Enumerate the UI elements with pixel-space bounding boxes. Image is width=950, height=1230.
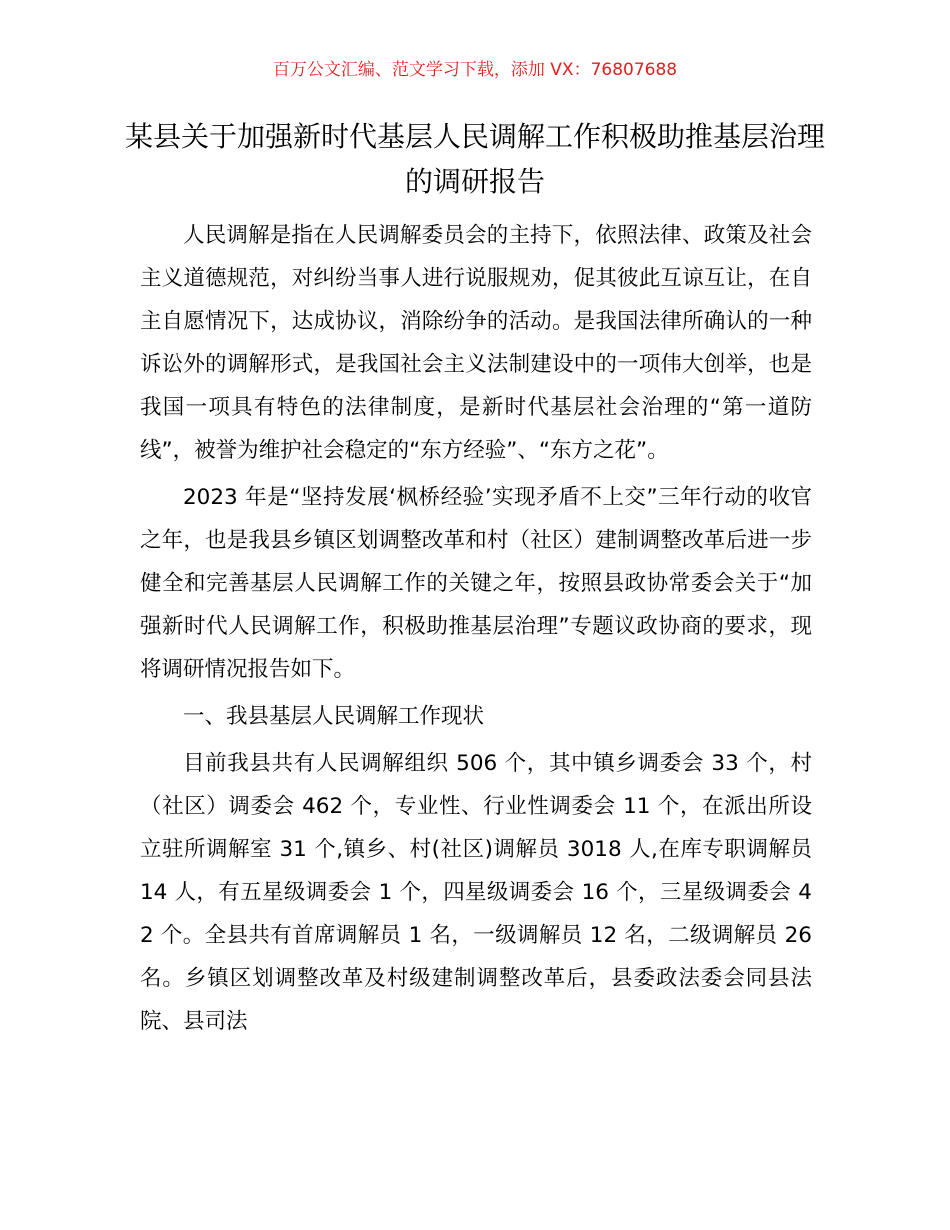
paragraph-intro: 人民调解是指在人民调解委员会的主持下，依照法律、政策及社会主义道德规范，对纠纷当事人进行说服规劝，促其彼此互谅互让，在自主自愿情况下，达成协议，消除纷争的活动。是我国法律所确认的一种诉讼外的调解形式，是我国社会主义法制建设中的一项伟大创举，也是我国一项具有特色的法律制度，是新时代基层社会治理的“第一道防线”，被誉为维护社会稳定的“东方经验”、“东方之花”。 [140,223,812,463]
document-title: 某县关于加强新时代基层人民调解工作积极助推基层治理的调研报告 [124,120,825,198]
paragraph-status: 目前我县共有人民调解组织 506 个，其中镇乡调委会 33 个，村（社区）调委会 462 个，专业性、行业性调委会 11 个，在派出所设立驻所调解室 31 个,镇乡、村(社区)调解员 3018 人,在库专职调解员 14 人，有五星级调委会 1 个，四星级调委会 16 个，三星级调委会 42 个。全县共有首席调解员 1 名，一级调解员 12 名，二级调解员 26 名。乡镇区划调整改革及村级建制调整改革后，县委政法委会同县法院、县司法 [140,751,812,1034]
section-heading: 一、我县基层人民调解工作现状 [183,704,485,729]
paragraph-background: 2023 年是“坚持发展‘枫桥经验’实现矛盾不上交”三年行动的收官之年，也是我县乡镇区划调整改革和村（社区）建制调整改革后进一步健全和完善基层人民调解工作的关键之年，按照县政协常委会关于“加强新时代人民调解工作，积极助推基层治理”专题议政协商的要求，现将调研情况报告如下。 [140,485,812,682]
header-notice: 百万公文汇编、范文学习下载，添加 VX：76807688 [272,60,678,80]
document-body [140,214,812,1047]
